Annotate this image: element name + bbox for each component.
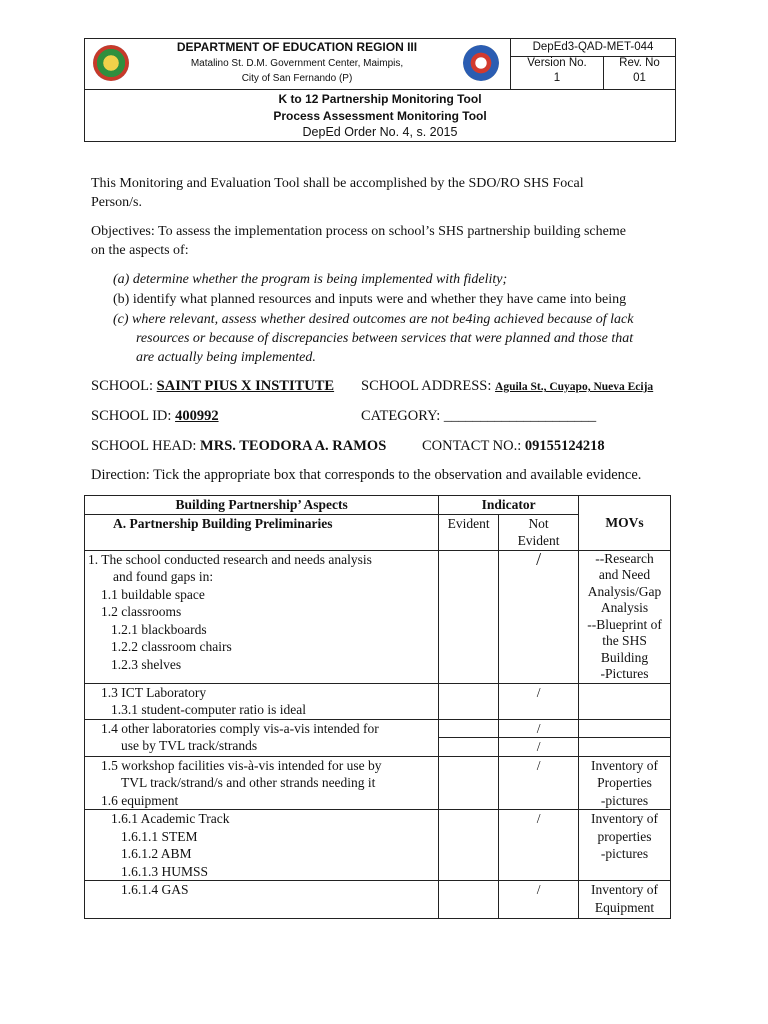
item-1-4-evident-b[interactable] <box>439 738 499 757</box>
school-name-line: SCHOOL: SAINT PIUS X INSTITUTE <box>91 378 335 394</box>
school-head: MRS. TEODORA A. RAMOS <box>200 438 387 454</box>
school-address-line: SCHOOL ADDRESS: Aguila St., Cuyapo, Nueva Ecija <box>361 378 654 394</box>
intro-text: This Monitoring and Evaluation Tool shall be accomplished by the SDO/RO SHS Focal Person/s. <box>91 176 584 210</box>
item-1-3-evident[interactable] <box>439 683 499 719</box>
category-line: CATEGORY: _____________________ <box>361 408 597 424</box>
item-1-4-evident-a[interactable] <box>439 719 499 738</box>
tool-title: K to 12 Partnership Monitoring Tool <box>278 92 482 106</box>
school-id-line: SCHOOL ID: 400992 <box>91 408 219 424</box>
objective-b: (b) identify what planned resources and inputs were and whether they have came into being <box>113 292 627 307</box>
item-1-5-movs: Inventory of Properties -pictures <box>579 756 671 810</box>
item-1-4-movs-a <box>579 719 671 738</box>
item-1-6-1-4-not-evident-mark[interactable]: / <box>499 881 579 919</box>
item-1-not-evident-mark[interactable]: / <box>499 550 579 683</box>
deped-order: DepEd Order No. 4, s. 2015 <box>302 125 458 139</box>
department-address: Matalino St. D.M. Government Center, Maimpis, City of San Fernando (P) <box>190 58 404 84</box>
objective-a: (a) determine whether the program is being implemented with fidelity; <box>113 272 508 287</box>
revision-number: Rev. No 01 <box>619 57 660 84</box>
header-indicator: Indicator <box>439 496 579 515</box>
version-number: Version No. 1 <box>527 57 587 84</box>
item-1-3-not-evident-mark[interactable]: / <box>499 683 579 719</box>
item-1-5-not-evident-mark[interactable]: / <box>499 756 579 810</box>
item-1-6-1-movs: Inventory of properties -pictures <box>579 810 671 881</box>
table-row <box>85 683 671 719</box>
header-evident: Evident <box>439 514 499 550</box>
item-1-6-1-evident[interactable] <box>439 810 499 881</box>
item-1-4-not-evident-mark-b[interactable]: / <box>499 738 579 757</box>
department-name: DEPARTMENT OF EDUCATION REGION III <box>176 40 418 54</box>
table-row <box>85 810 671 881</box>
document-header <box>84 38 676 142</box>
header-movs: MOVs <box>579 496 671 551</box>
objective-c: (c) where relevant, assess whether desired outcomes are not be4ing achieved because of lack resources or because of discrepancies between services that were planned and those that are actually being implemented. <box>113 312 634 365</box>
table-row <box>85 756 671 810</box>
school-id: 400992 <box>175 408 219 424</box>
contact-line: CONTACT NO.: 09155124218 <box>422 438 605 454</box>
deped-seal-logo <box>463 45 499 81</box>
school-name: SAINT PIUS X INSTITUTE <box>156 378 335 394</box>
objectives-text: Objectives: To assess the implementation process on school’s SHS partnership building scheme on the aspects of: <box>91 224 626 258</box>
item-1-6-1-4-evident[interactable] <box>439 881 499 919</box>
table-row <box>85 881 671 919</box>
table-row <box>85 719 671 738</box>
header-top-row <box>85 39 675 90</box>
region-seal-logo <box>93 45 129 81</box>
header-not-evident: Not Evident <box>499 514 579 550</box>
item-1-evident[interactable] <box>439 550 499 683</box>
document-code: DepEd3-QAD-MET-044 <box>511 39 675 57</box>
item-1-4-not-evident-mark-a[interactable]: / <box>499 719 579 738</box>
school-address: Aguila St., Cuyapo, Nueva Ecija <box>495 381 654 393</box>
header-aspects: Building Partnership’ Aspects <box>85 496 439 515</box>
item-1-6-1-4-text: 1.6.1.4 GAS <box>85 881 439 919</box>
item-1-5-evident[interactable] <box>439 756 499 810</box>
assessment-table <box>84 495 671 919</box>
item-1-movs: --Research and Need Analysis/Gap Analysis --Blueprint of the SHS Building -Pictures <box>579 550 671 683</box>
tool-subtitle: Process Assessment Monitoring Tool <box>273 109 487 123</box>
header-section-a: A. Partnership Building Preliminaries <box>85 514 439 550</box>
item-1-text: 1. The school conducted research and needs analysis and found gaps in: 1.1 buildable space 1.2 classrooms 1.2.1 blackboards 1.2.2 classroom chairs 1.2.3 shelves <box>85 550 439 683</box>
item-1-6-1-not-evident-mark[interactable]: / <box>499 810 579 881</box>
category-value: _____________________ <box>443 408 597 424</box>
school-head-line: SCHOOL HEAD: MRS. TEODORA A. RAMOS <box>91 438 387 454</box>
item-1-3-movs <box>579 683 671 719</box>
item-1-5-text: 1.5 workshop facilities vis-à-vis intended for use by TVL track/strand/s and other strands needing it 1.6 equipment <box>85 756 439 810</box>
item-1-4-movs-b <box>579 738 671 757</box>
direction-text: Direction: Tick the appropriate box that corresponds to the observation and available evidence. <box>91 467 642 483</box>
item-1-4-text: 1.4 other laboratories comply vis-a-vis intended for use by TVL track/strands <box>85 719 439 756</box>
table-row <box>85 550 671 683</box>
item-1-6-1-4-movs: Inventory of Equipment <box>579 881 671 919</box>
contact-number: 09155124218 <box>524 438 605 454</box>
item-1-3-text: 1.3 ICT Laboratory 1.3.1 student-computer ratio is ideal <box>85 683 439 719</box>
item-1-6-1-text: 1.6.1 Academic Track 1.6.1.1 STEM 1.6.1.2 ABM 1.6.1.3 HUMSS <box>85 810 439 881</box>
